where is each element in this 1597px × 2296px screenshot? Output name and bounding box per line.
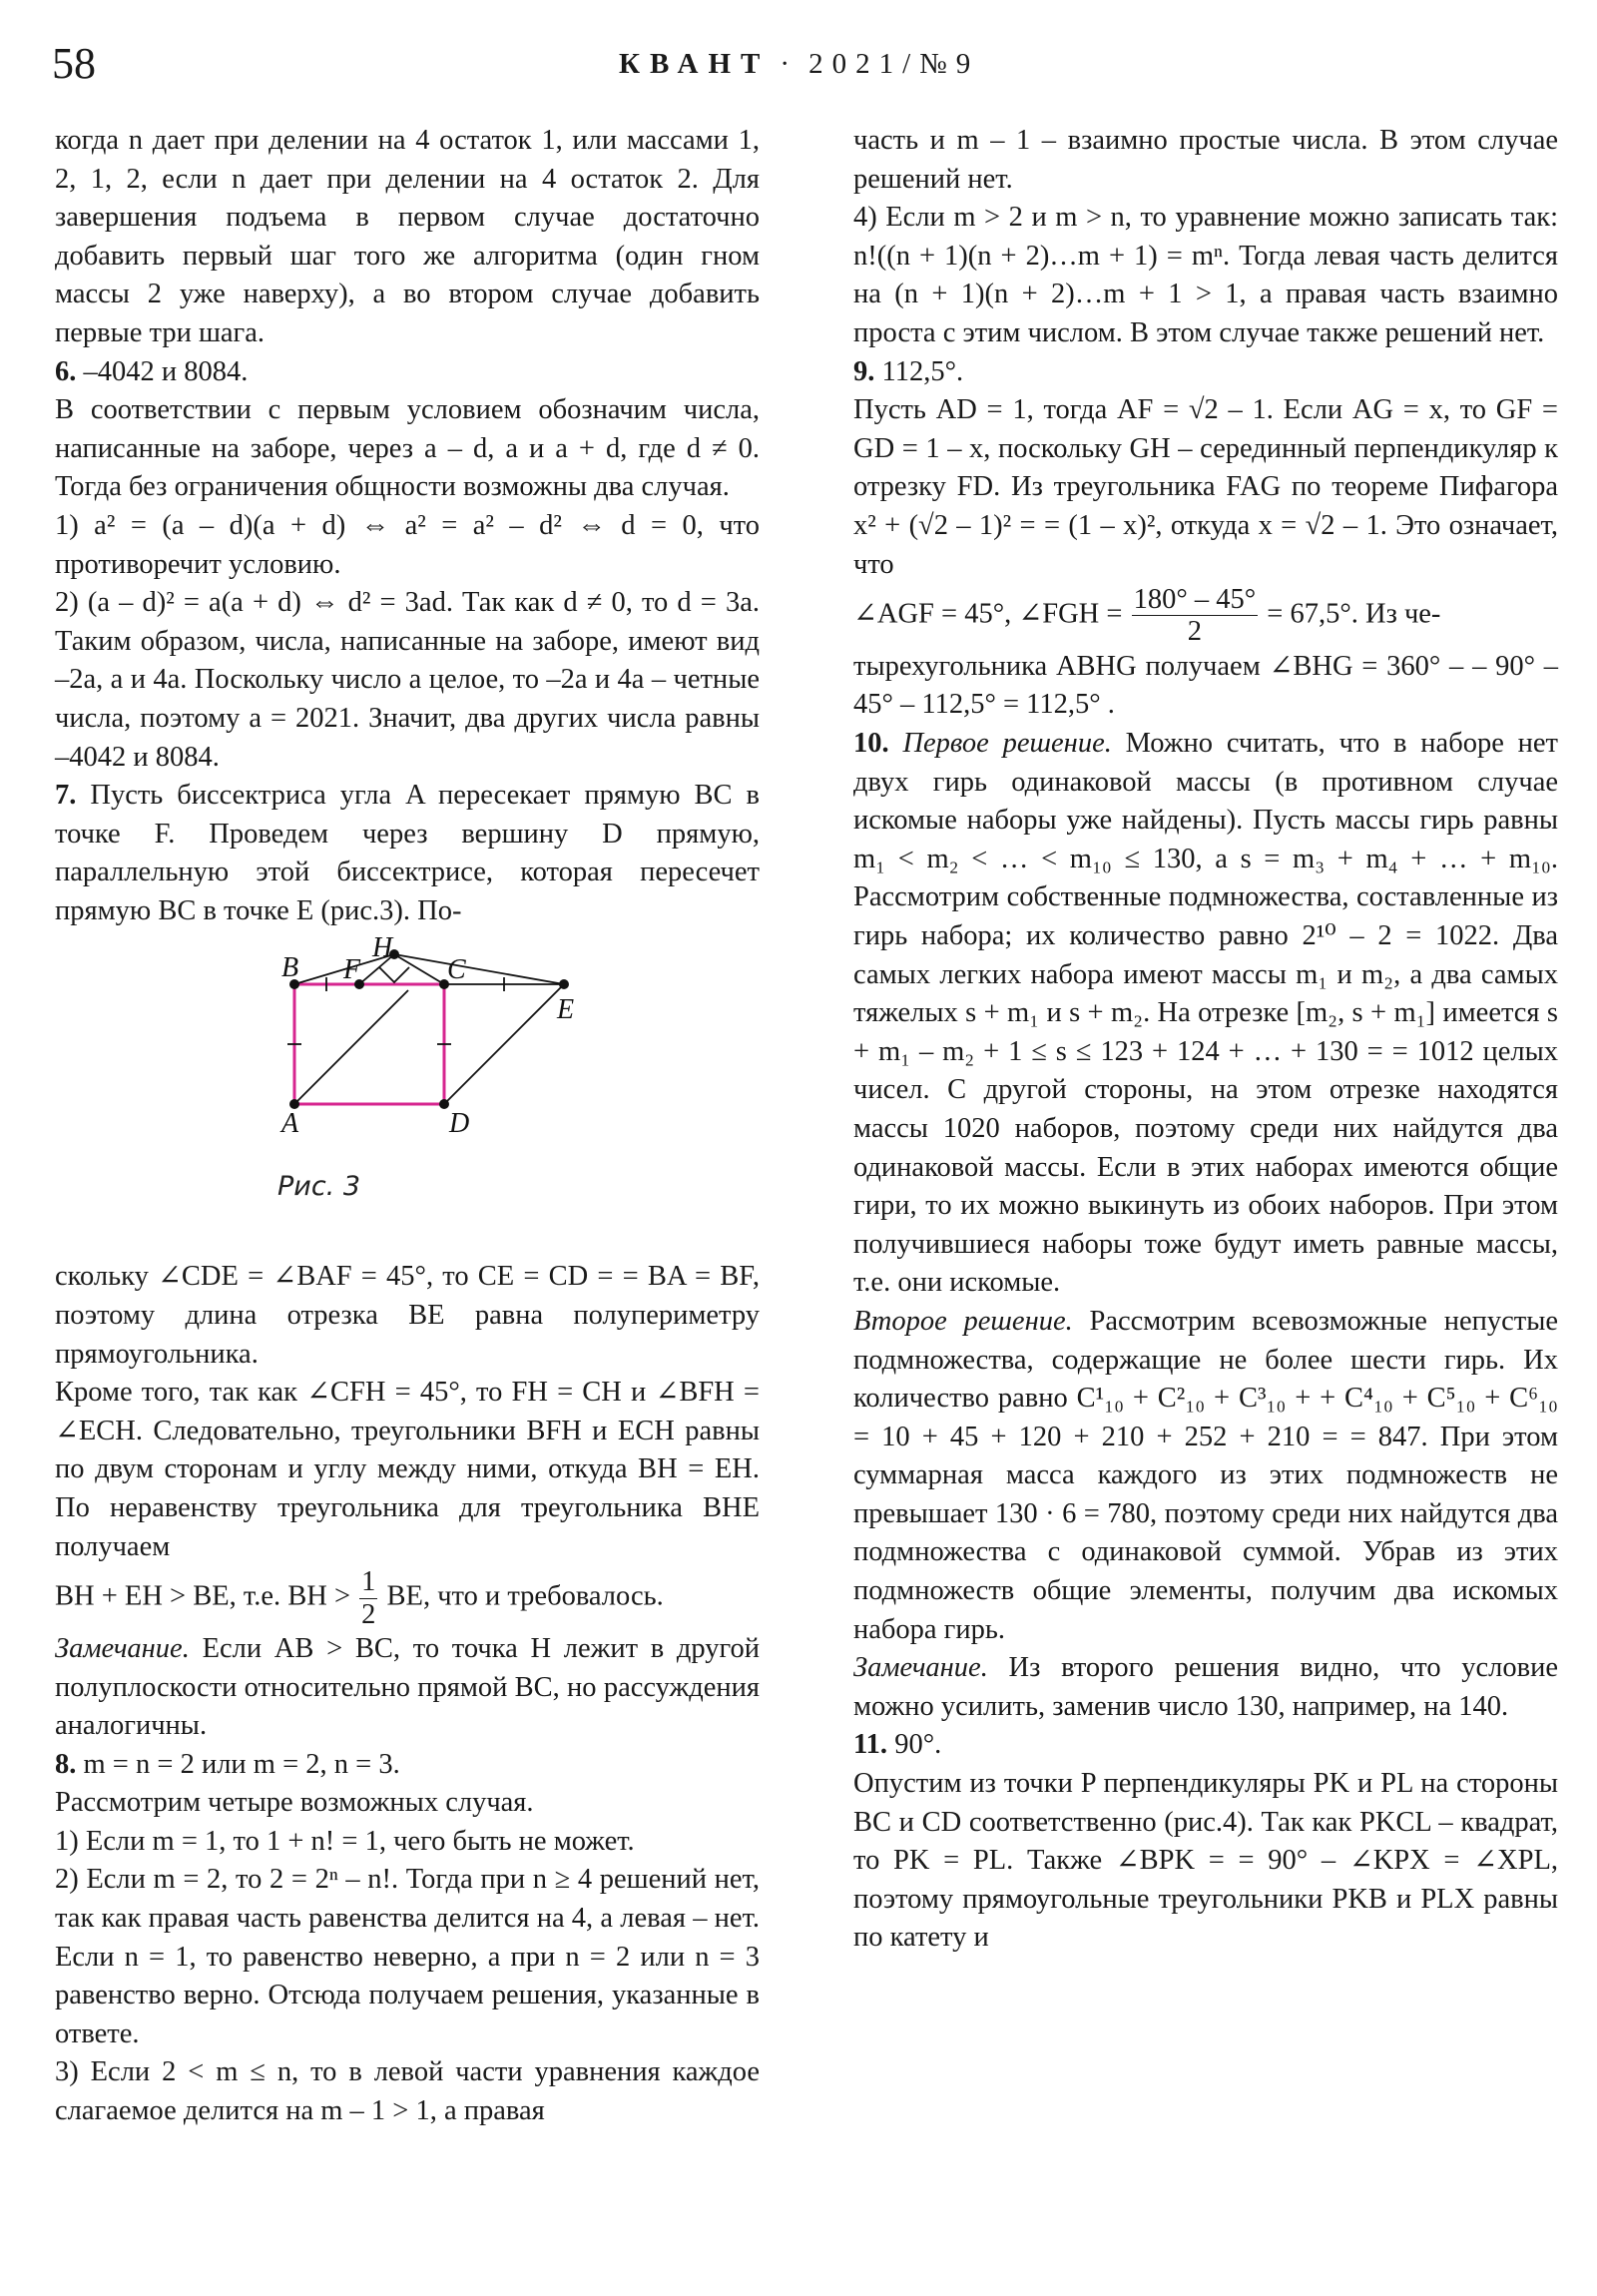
solution-2-label: Второе решение. xyxy=(853,1305,1073,1337)
problem-7-remark: Замечание. Если AB > BC, то точка H лежит в другой полуплоскости относительно прямой BC, но рассуждения аналогичны. xyxy=(55,1632,761,1742)
remark-label: Замечание. xyxy=(55,1632,190,1664)
right-column xyxy=(853,122,1558,1958)
problem-8-number: 8. xyxy=(55,1748,77,1780)
problem-7-after-figure-1: скольку ∠CDE = ∠BAF = 45°, то CE = CD = = BA = BF, поэтому длина отрезка BE равна полупериметру прямоугольника. xyxy=(55,1261,760,1370)
problem-9-answer: 9. 112,5°. xyxy=(853,355,964,387)
problem-9-number: 9. xyxy=(853,355,875,387)
label-h: H xyxy=(372,936,393,964)
problem-6-case-2: 2) (a – d)² = a(a + d) ⇔ d² = 3ad. Так как d ≠ 0, то d = 3a. Таким образом, числа, написанные на заборе, имеют вид –2a, a и 4a. Поскольку число a целое, то –2a и 4a – четные числа, поэтому a = 2021. Значит, два других числа равны –4042 и 8084. xyxy=(55,587,760,773)
problem-8-case-4: 4) Если m > 2 и m > n, то уравнение можно записать так: n!((n + 1)(n + 2)…m + 1) = mⁿ. Тогда левая часть делится на (n + 1)(n + 2)…m + 1 > 1, а правая часть взаимно проста с этим числом. В этом случае также решений нет. xyxy=(853,202,1558,348)
problem-6-answer: 6. –4042 и 8084. xyxy=(55,355,249,387)
problem-8-intro: Рассмотрим четыре возможных случая. xyxy=(55,1787,534,1819)
left-column xyxy=(55,122,760,2131)
problem-9-angle-formula: ∠AGF = 45°, ∠FGH = $\frac{180^\circ - 45^\circ}{2}$ = 67,5°. Из че- xyxy=(853,584,1441,648)
problem-5-continuation: когда n дает при делении на 4 остаток 1, или массами 1, 2, 1, 2, если n дает при делении на 4 остаток 2. Для завершения подъема в первом случае достаточно добавить первый шаг того же алгоритма (один гном массы 2 уже наверху), а во втором случае добавить первые три шага. xyxy=(55,125,760,348)
problem-6-intro: В соответствии с первым условием обозначим числа, написанные на заборе, через a – d, a и a + d, где d ≠ 0. Тогда без ограничения общности возможны два случая. xyxy=(55,394,760,503)
geometry-diagram xyxy=(210,936,609,1176)
problem-10-solution-2: Второе решение. Рассмотрим всевозможные непустые подмножества, содержащие не более шести гирь. Их количество равно C¹₁₀ + C²₁₀ + C³₁₀ + + C⁴₁₀ + C⁵₁₀ + C⁶₁₀ = 10 + 45 + 120 + 210 + 252 + 210 = = 847. При этом суммарная масса каждого из этих подмножеств не превышает 130 · 6 = 780, поэтому среди них найдутся два подмножества с одинаковой суммой. Убрав из этих подмножеств общие элементы, получим два искомых набора гирь. xyxy=(853,1305,1558,1645)
problem-11-number: 11. xyxy=(853,1729,888,1761)
problem-6-number: 6. xyxy=(55,355,77,387)
magazine-title: КВАНТ xyxy=(619,48,771,80)
problem-11-text: Опустим из точки P перпендикуляры PK и PL на стороны BC и CD соответственно (рис.4). Так как PKCL – квадрат, то PK = PL. Также ∠BPK = = 90° – ∠KPX = ∠XPL, поэтому прямоугольные треугольники PKB и PLX равны по катету и xyxy=(853,1768,1558,1954)
problem-11-answer: 11. 90°. xyxy=(853,1729,942,1761)
problem-9-text-1: Пусть AD = 1, тогда AF = √2 – 1. Если AG = x, то GF = GD = 1 – x, поскольку GH – серединный перпендикуляр к отрезку FD. Из треугольника FAG по теореме Пифагора x² + (√2 – 1)² = = (1 – x)², откуда x = √2 – 1. Это означает, что xyxy=(853,394,1558,580)
fraction-one-half: $\frac{1}{2}$ xyxy=(361,1566,376,1630)
problem-7-text: 7. Пусть биссектриса угла A пересекает прямую BC в точке F. Проведем через вершину D прямую, параллельную этой биссектрисе, которая пересечет прямую BC в точке E (рис.3). По- xyxy=(55,780,760,926)
problem-8-case-3: 3) Если 2 < m ≤ n, то в левой части уравнения каждое слагаемое делится на m – 1 > 1, а правая xyxy=(55,2056,760,2127)
problem-10-remark: Замечание. Из второго решения видно, что условие можно усилить, заменив число 130, например, на 140. xyxy=(853,1652,1559,1722)
label-b: B xyxy=(281,952,299,984)
figure-caption: Рис. 3 xyxy=(277,1171,361,1203)
problem-6-case-1: 1) a² = (a – d)(a + d) ⇔ a² = a² – d² ⇔ d = 0, что противоречит условию. xyxy=(55,509,760,580)
remark-label: Замечание. xyxy=(853,1652,988,1684)
label-c: C xyxy=(447,954,466,986)
problem-7-after-figure-2: Кроме того, так как ∠CFH = 45°, то FH = CH и ∠BFH = ∠ECH. Следовательно, треугольники BFH и ECH равны по двум сторонам и углу между ними, откуда BH = EH. По неравенству треугольника для треугольника BHE получаем xyxy=(55,1377,760,1562)
problem-7-inequality: BH + EH > BE, т.е. BH > $\frac{1}{2}$ BE, что и требовалось. xyxy=(55,1566,664,1630)
label-f: F xyxy=(343,954,361,986)
label-d: D xyxy=(449,1108,470,1140)
header-separator: · xyxy=(780,48,799,80)
issue-number: 2021/№9 xyxy=(808,48,980,80)
solution-1-label: Первое решение. xyxy=(902,728,1112,759)
problem-9-text-2: тырехугольника ABHG получаем ∠BHG = 360° – – 90° – 45° – 112,5° = 112,5° . xyxy=(853,650,1558,721)
label-e: E xyxy=(557,994,575,1026)
problem-10-number: 10. xyxy=(853,728,889,759)
construction-lines xyxy=(287,954,564,1104)
problem-8-case-3-continuation: часть и m – 1 – взаимно простые числа. В этом случае решений нет. xyxy=(853,125,1558,195)
figure-3 xyxy=(55,936,760,1254)
running-header xyxy=(619,48,979,81)
page-number: 58 xyxy=(52,39,96,88)
problem-7-number: 7. xyxy=(55,780,77,812)
fraction-angle: $\frac{180^\circ - 45^\circ}{2}$ xyxy=(1133,584,1257,648)
vertex-labels xyxy=(279,936,574,1139)
problem-8-case-1: 1) Если m = 1, то 1 + n! = 1, чего быть не может. xyxy=(55,1825,635,1857)
label-a: A xyxy=(281,1108,299,1140)
problem-8-case-2: 2) Если m = 2, то 2 = 2ⁿ – n!. Тогда при n ≥ 4 решений нет, так как правая часть равенства делится на 4, а левая – нет. Если n = 1, то равенство неверно, а при n = 2 или n = 3 равенство верно. Отсюда получаем решения, указанные в ответе. xyxy=(55,1864,760,2049)
problem-8-answer: 8. m = n = 2 или m = 2, n = 3. xyxy=(55,1748,400,1780)
problem-10-solution-1: 10. Первое решение. Можно считать, что в наборе нет двух гирь одинаковой массы (в противном случае искомые наборы уже найдены). Пусть массы гирь равны m₁ < m₂ < … < m₁₀ ≤ 130, а s = m₃ + m₄ + … + m₁₀. Рассмотрим собственные подмножества, составленные из гирь набора; их количество равно 2¹⁰ – 2 = 1022. Два самых легких набора имеют массы m₁ и m₂, а два самых тяжелых s + m₁ и s + m₂. На отрезке [m₂, s + m₁] имеется s + m₁ – m₂ + 1 ≤ s ≤ 123 + 124 + … + 130 = = 1012 целых чисел. С другой стороны, на этом отрезке находятся массы 1020 наборов, поэтому среди них найдутся два одинаковой массы. Если в этих наборах имеются общие гири, то их можно выкинуть из обоих наборов. При этом получившиеся наборы тоже будут иметь равные массы, т.е. они искомые. xyxy=(853,728,1559,1299)
rectangle-abcd xyxy=(294,984,444,1104)
